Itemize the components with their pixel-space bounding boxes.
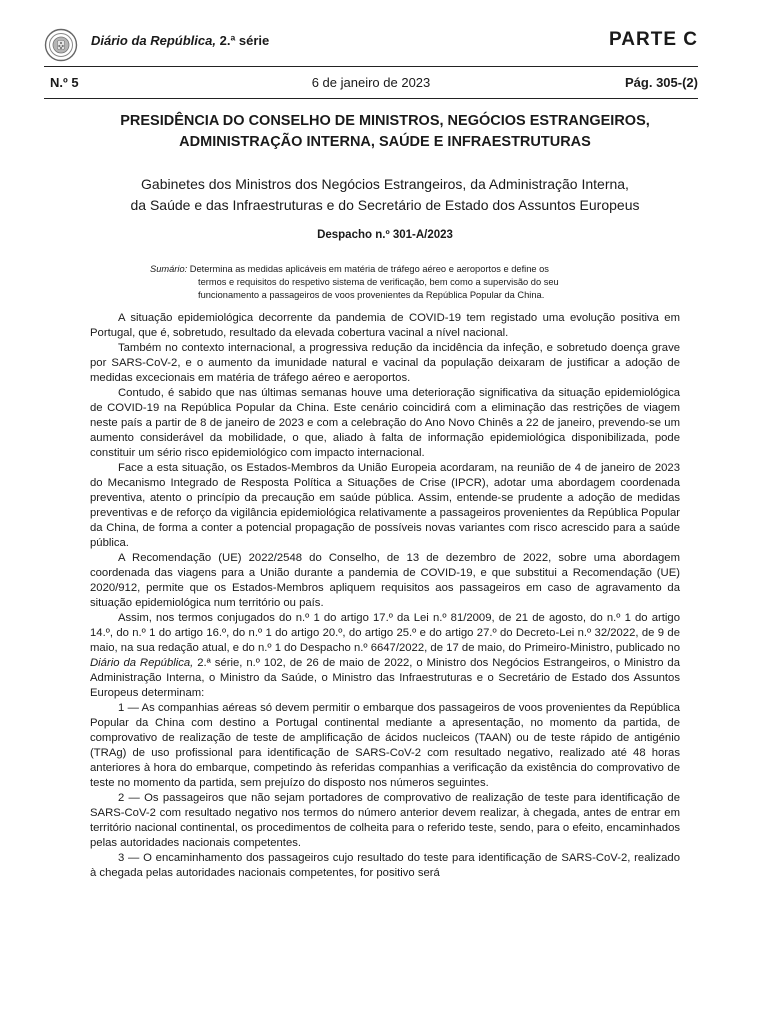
body-paragraph: A Recomendação (UE) 2022/2548 do Conselho, de 13 de dezembro de 2022, sobre uma abordagem coordenada das viagens para a União durante a pandemia de COVID-19, e que substitui a Recomendação (UE) 2020/912, permite que os Estados-Membros apliquem requisitos aos passageiros em caso de agravamento da situação epidemiológica num território ou país. <box>90 552 680 609</box>
body-text: Assim, nos termos conjugados do n.º 1 do artigo 17.º da Lei n.º 81/2009, de 21 de agosto, do n.º 1 do artigo 14.º, do n.º 1 do artigo 16.º, do n.º 1 do artigo 20.º, do artigo 25.º e do artigo 27.º do Decreto-Lei n.º 32/2022, de 9 de maio, na sua redação atual, e do n.º 1 do Despacho n.º 6647/2022, de 17 de maio, do Primeiro-Ministro, publicado no <box>90 612 680 654</box>
body-paragraph: Também no contexto internacional, a progressiva redução da incidência da infeção, e sobretudo doença grave por SARS-CoV-2, e o aumento da imunidade natural e vacinal da população deixaram de justificar a adoção de medidas excecionais em matéria de tráfego aéreo e aeroportos. <box>90 342 680 384</box>
summary-line-3: funcionamento a passageiros de voos provenientes da República Popular da China. <box>198 290 545 300</box>
ministry-heading <box>80 111 690 153</box>
body-text: 2.ª série, n.º 102, de 26 de maio de 2022, o Ministro dos Negócios Estrangeiros, o Ministro da Administração Interna, o Ministro da Saúde, o Ministro das Infraestruturas e o Secretário de Estado dos Assuntos Europeus determinam: <box>90 657 680 699</box>
body-paragraph: 1 — As companhias aéreas só devem permitir o embarque dos passageiros de voos provenientes da República Popular da China com destino a Portugal continental mediante a apresentação, no momento da partida, de comprovativo de realização de teste de amplificação de ácidos nucleicos (TAAN) ou de teste rápido de antigénio (TRAg) de uso profissional para identificação de SARS-CoV-2 com resultado negativo, realizado até 48 horas anteriores à hora do embarque, competindo às referidas companhias a verificação da existência do comprovativo de teste no momento da partida, sem prejuízo do disposto nos números seguintes. <box>90 702 680 789</box>
summary <box>150 263 630 302</box>
page-header <box>44 26 698 60</box>
body-paragraph: 2 — Os passageiros que não sejam portadores de comprovativo de realização de teste para identificação de SARS-CoV-2 com resultado negativo nos termos do número anterior devem realizar, à chegada, antes de entrar em território nacional continental, os procedimentos de colheita para o referido teste, sendo, para o efeito, encaminhados pelas autoridades nacionais competentes. <box>90 792 680 849</box>
cabinets-line-1: Gabinetes dos Ministros dos Negócios Estrangeiros, da Administração Interna, <box>141 176 629 192</box>
ministry-line-1: PRESIDÊNCIA DO CONSELHO DE MINISTROS, NEGÓCIOS ESTRANGEIROS, <box>120 113 650 129</box>
cabinets-heading <box>80 174 690 216</box>
body-paragraph: Contudo, é sabido que nas últimas semanas houve uma deterioração significativa da situação epidemiológica de COVID-19 na República Popular da China. Este cenário coincidirá com a eliminação das restrições de viagem neste país a partir de 8 de janeiro de 2023 e com a celebração do Ano Novo Chinês a 22 de janeiro, prevendo-se um aumento considerável da mobilidade, o que, aliado à falta de informação epidemiológica disponibilizada, pode constituir um sério risco epidemiológico com impacto internacional. <box>90 387 680 459</box>
body-paragraph: Face a esta situação, os Estados-Membros da União Europeia acordaram, na reunião de 4 de janeiro de 2023 do Mecanismo Integrado de Resposta Política a Situações de Crise (IPCR), adotar uma abordagem coordenada preventiva, atento o princípio da precaução em saúde pública. Assim, entende-se prudente a adoção de medidas preventivas e de reforço da vigilância epidemiológica relativamente a passageiros provenientes da República Popular da China, de forma a conter a potencial propagação de possíveis novas variantes com risco acrescido para a saúde pública. <box>90 462 680 549</box>
header-divider-top <box>44 66 698 67</box>
header-divider-bottom <box>44 98 698 99</box>
part-label: PARTE C <box>609 29 698 50</box>
issue-date: 6 de janeiro de 2023 <box>311 75 431 90</box>
summary-line-2: termos e requisitos do respetivo sistema de verificação, bem como a supervisão do seu <box>198 277 559 287</box>
body-paragraph: A situação epidemiológica decorrente da pandemia de COVID-19 tem registado uma evolução positiva em Portugal, que é, sobretudo, resultado da elevada cobertura vacinal a nível nacional. <box>90 312 680 339</box>
journal-title <box>91 33 269 48</box>
page-number: Pág. 305-(2) <box>625 75 698 90</box>
issue-number: N.º 5 <box>50 75 79 90</box>
document-body <box>90 311 680 881</box>
despacho-title: Despacho n.º 301-A/2023 <box>317 229 453 241</box>
journal-reference: Diário da República, <box>90 657 194 669</box>
summary-line-1 <box>150 263 630 276</box>
journal-series: 2.ª série <box>219 33 270 48</box>
body-paragraph: 3 — O encaminhamento dos passageiros cujo resultado do teste para identificação de SARS-CoV-2, realizado à chegada pelas autoridades nacionais competentes, for positivo será <box>90 852 680 879</box>
summary-label: Sumário: <box>150 264 188 274</box>
ministry-line-2: ADMINISTRAÇÃO INTERNA, SAÚDE E INFRAESTRUTURAS <box>179 134 591 150</box>
cabinets-line-2: da Saúde e das Infraestruturas e do Secretário de Estado dos Assuntos Europeus <box>130 197 640 213</box>
journal-name: Diário da República, <box>91 33 216 48</box>
body-paragraph <box>90 611 680 701</box>
summary-text-1: Determina as medidas aplicáveis em matéria de tráfego aéreo e aeroportos e define os <box>189 264 549 274</box>
issue-meta <box>44 75 698 93</box>
coat-of-arms-seal-icon <box>44 28 78 62</box>
